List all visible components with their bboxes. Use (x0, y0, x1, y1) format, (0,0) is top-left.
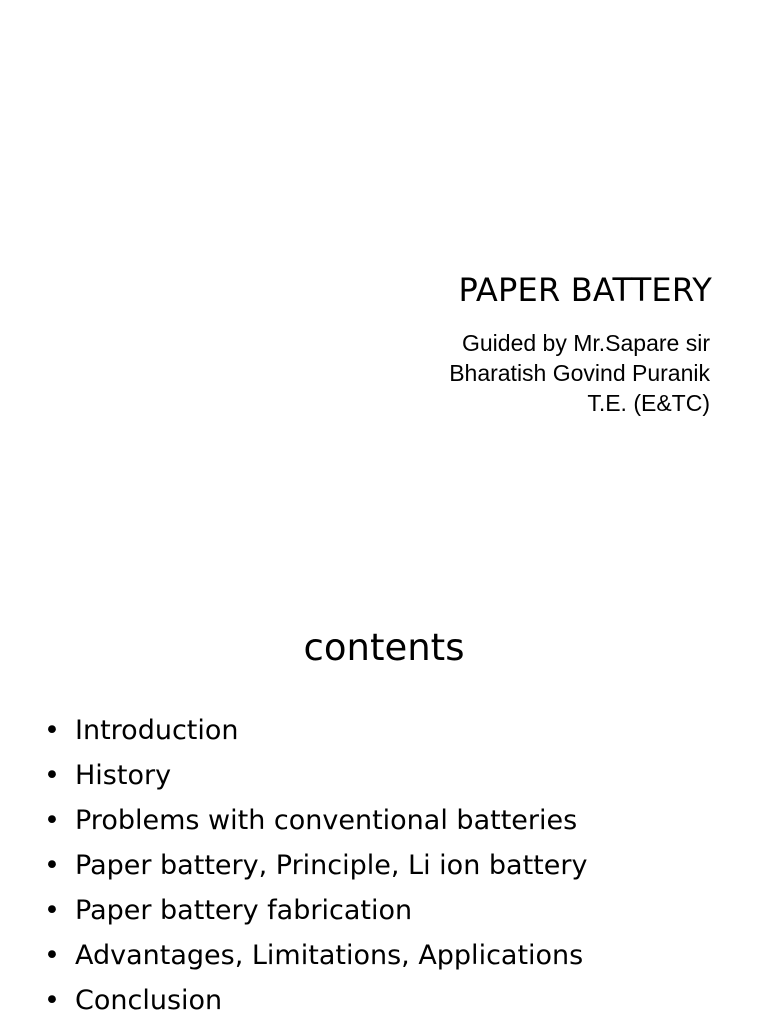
class-line: T.E. (E&TC) (587, 390, 710, 416)
list-item-label: Paper battery fabrication (75, 895, 413, 926)
author-line: Bharatish Govind Puranik (449, 360, 710, 386)
contents-title: contents (303, 626, 465, 669)
bullet-icon: • (44, 895, 60, 926)
list-item (44, 753, 587, 798)
bullet-icon: • (44, 850, 60, 881)
guide-line: Guided by Mr.Sapare sir (461, 330, 710, 356)
list-item-label: Introduction (75, 715, 239, 746)
list-item (44, 888, 587, 933)
presentation-title: PAPER BATTERY (458, 271, 712, 309)
list-item (44, 708, 587, 753)
bullet-icon: • (44, 985, 60, 1016)
list-item-label: Paper battery, Principle, Li ion battery (75, 850, 588, 881)
subtitle-block (449, 328, 710, 418)
list-item (44, 798, 587, 843)
contents-slide (0, 576, 768, 1024)
bullet-icon: • (44, 760, 60, 791)
bullet-icon: • (44, 805, 60, 836)
list-item-label: Conclusion (75, 985, 223, 1016)
list-item-label: Advantages, Limitations, Applications (75, 940, 584, 971)
list-item (44, 978, 587, 1023)
list-item-label: Problems with conventional batteries (75, 805, 578, 836)
list-item-label: History (75, 760, 172, 791)
bullet-icon: • (44, 715, 60, 746)
contents-list (44, 708, 587, 1023)
bullet-icon: • (44, 940, 60, 971)
list-item (44, 933, 587, 978)
list-item (44, 843, 587, 888)
